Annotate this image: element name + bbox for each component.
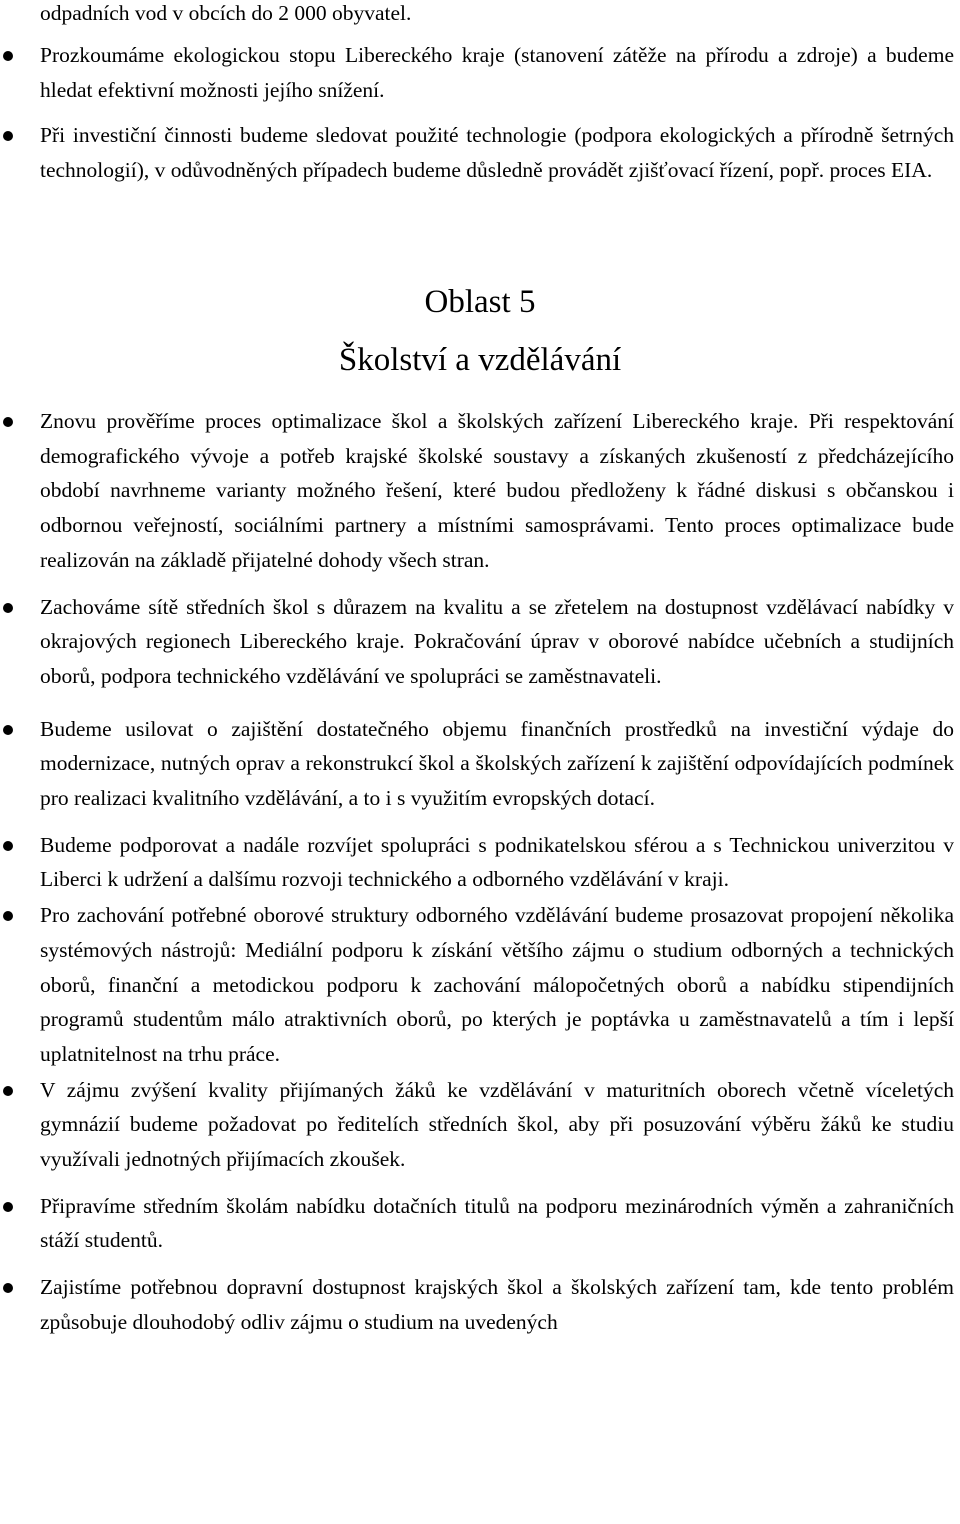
bullet-icon bbox=[3, 911, 13, 921]
bullet-list-environment bbox=[0, 38, 960, 188]
list-item bbox=[0, 38, 960, 107]
bullet-icon bbox=[3, 131, 13, 141]
list-item-text: Při investiční činnosti budeme sledovat použité technologie (podpora ekologických a přírodně šetrných technologií), v odůvodněných případech budeme důsledně provádět zjišťovací řízení, popř. proces EIA. bbox=[40, 123, 954, 183]
list-item bbox=[0, 898, 960, 1072]
list-item-text: Znovu prověříme proces optimalizace škol a školských zařízení Libereckého kraje. Při respektování demografického vývoje a potřeb krajské školské soustavy a získaných zkušeností z předcházejícího období navrhneme varianty možného řešení, které budou předloženy k řádné diskusi s občanskou i odbornou veřejností, sociálními partnery a místními samosprávami. Tento proces optimalizace bude realizován na základě přijatelné dohody všech stran. bbox=[40, 409, 954, 572]
list-item bbox=[0, 590, 960, 694]
bullet-icon bbox=[3, 51, 13, 61]
list-item bbox=[0, 1270, 960, 1339]
list-item bbox=[0, 1189, 960, 1258]
list-item bbox=[0, 118, 960, 187]
bullet-icon bbox=[3, 417, 13, 427]
list-item-text: V zájmu zvýšení kvality přijímaných žáků ke vzdělávání v maturitních oborech včetně víceletých gymnázií budeme požadovat po ředitelích středních škol, aby při posuzování výběru žáků ke studiu využívali jednotných přijímacích zkoušek. bbox=[40, 1077, 954, 1172]
section-topic-title: Školství a vzdělávání bbox=[338, 342, 622, 378]
bullet-icon bbox=[3, 1086, 13, 1096]
bullet-icon bbox=[3, 841, 13, 851]
bullet-icon bbox=[3, 1202, 13, 1212]
list-item-text: Budeme usilovat o zajištění dostatečného objemu finančních prostředků na investiční výdaje do modernizace, nutných oprav a rekonstrukcí škol a školských zařízení k zajištění odpovídajících podmínek pro realizaci kvalitního vzdělávání, a to i s využitím evropských dotací. bbox=[40, 716, 954, 811]
bullet-list-education bbox=[0, 404, 960, 1340]
bullet-icon bbox=[3, 603, 13, 613]
list-item-text: Zachováme sítě středních škol s důrazem na kvalitu a se zřetelem na dostupnost vzdělávací nabídky v okrajových regionech Libereckého kraje. Pokračování úprav v oborové nabídce učebních a studijních oborů, podpora technického vzdělávání ve spolupráci se zaměstnavateli. bbox=[40, 594, 954, 688]
bullet-icon bbox=[3, 725, 13, 735]
list-item bbox=[0, 828, 960, 897]
section-number-title: Oblast 5 bbox=[424, 284, 536, 320]
list-item-text: Připravíme středním školám nabídku dotačních titulů na podporu mezinárodních výměn a zahraničních stáží studentů. bbox=[40, 1193, 954, 1253]
list-item bbox=[0, 404, 960, 578]
list-item-text: Budeme podporovat a nadále rozvíjet spolupráci s podnikatelskou sférou a s Technickou univerzitou v Liberci k udržení a dalšímu rozvoji technického a odborného vzdělávání v kraji. bbox=[40, 832, 954, 892]
bullet-icon bbox=[3, 1283, 13, 1293]
list-item-text: Zajistíme potřebnou dopravní dostupnost krajských škol a školských zařízení tam, kde tento problém způsobuje dlouhodobý odliv zájmu o studium na uvedených bbox=[40, 1275, 954, 1334]
list-item-text: Prozkoumáme ekologickou stopu Libereckého kraje (stanovení zátěže na přírodu a zdroje) a budeme hledat efektivní možnosti jejího snížení. bbox=[40, 43, 954, 102]
list-item bbox=[0, 1073, 960, 1177]
section-heading bbox=[0, 273, 960, 389]
continued-text: odpadních vod v obcích do 2 000 obyvatel. bbox=[40, 1, 412, 25]
list-item bbox=[0, 712, 960, 816]
list-item-text: Pro zachování potřebné oborové struktury odborného vzdělávání budeme prosazovat propojení několika systémových nástrojů: Mediální podporu k získání většího zájmu o studium odborných a technických oborů, finanční a metodickou podporu k zachování málopočetných oborů a nabídku stipendijních programů studentům málo atraktivních oborů, po kterých je poptávka u zaměstnavatelů a tím i lepší uplatnitelnost na trhu práce. bbox=[40, 903, 954, 1066]
